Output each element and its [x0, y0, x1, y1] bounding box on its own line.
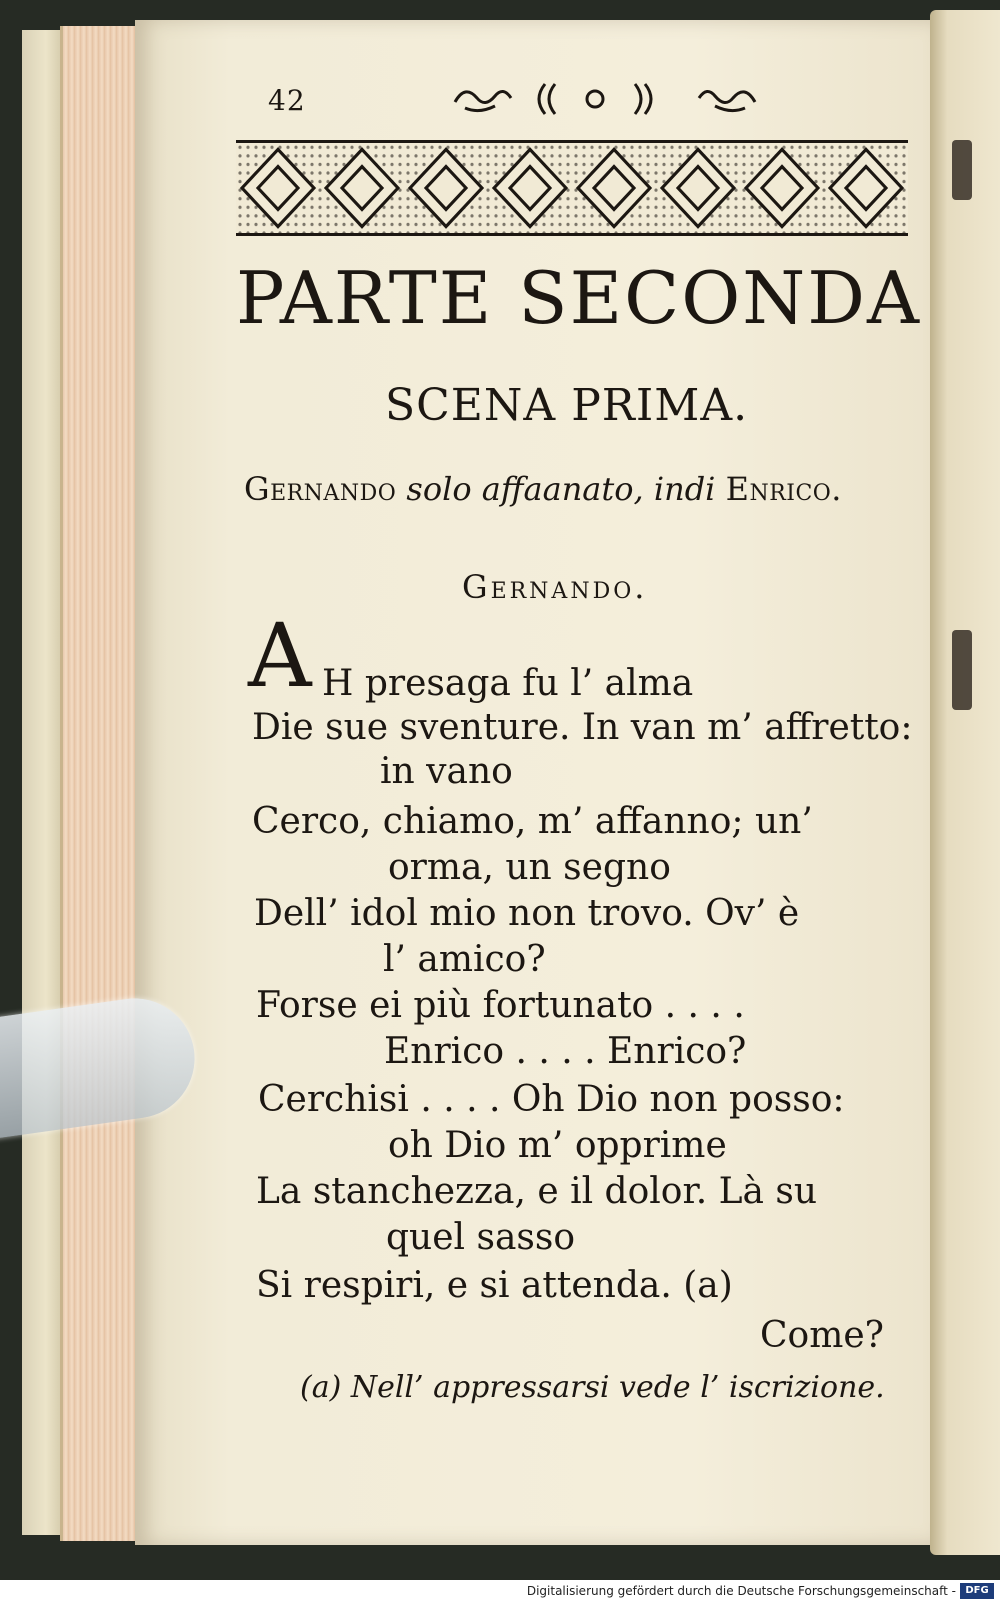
- verse-line: quel sasso: [386, 1217, 576, 1258]
- verse-line: oh Dio m’ opprime: [388, 1125, 727, 1166]
- digitization-footer: [0, 1580, 1000, 1603]
- verse-line: La stanchezza, e il dolor. Là su: [256, 1171, 818, 1212]
- dfg-logo: DFG: [960, 1583, 994, 1599]
- direction-text: solo affaanato, indi: [406, 470, 716, 508]
- catchword: Come?: [760, 1315, 884, 1356]
- verse-line: Dell’ idol mio non trovo. Ov’ è: [254, 893, 800, 934]
- verse-line: in vano: [380, 751, 513, 792]
- stage-direction: [244, 470, 842, 508]
- verse-line: Enrico . . . . Enrico?: [384, 1031, 747, 1072]
- verse-line: l’ amico?: [383, 939, 546, 980]
- verse-line: Forse ei più fortunato . . . .: [256, 985, 745, 1026]
- verse-line: orma, un segno: [388, 847, 671, 888]
- footnote: (a) Nell’ appressarsi vede l’ iscrizione.: [300, 1370, 885, 1405]
- speaker-name: Gernando.: [462, 568, 648, 606]
- verse-line: Cerco, chiamo, m’ affanno; un’: [252, 801, 813, 842]
- ornamental-frieze: [236, 140, 908, 236]
- verse-line: Die sue sventure. In van m’ affretto:: [252, 707, 913, 748]
- funding-credit: Digitalisierung gefördert durch die Deutsche Forschungsgemeinschaft -: [526, 1584, 956, 1598]
- part-title: PARTE SECONDA: [236, 256, 921, 340]
- verse-line: H presaga fu l’ alma: [322, 663, 694, 704]
- scene-title: SCENA PRIMA.: [385, 380, 749, 431]
- verse-line: Si respiri, e si attenda. (a): [256, 1265, 733, 1306]
- ornament-headpiece: [445, 74, 765, 124]
- drop-capital: A: [248, 604, 312, 707]
- page-number: 42: [268, 84, 306, 117]
- character-name: Gernando: [244, 470, 397, 508]
- second-character-name: Enrico.: [725, 470, 842, 508]
- verse-line: Cerchisi . . . . Oh Dio non posso:: [258, 1079, 845, 1120]
